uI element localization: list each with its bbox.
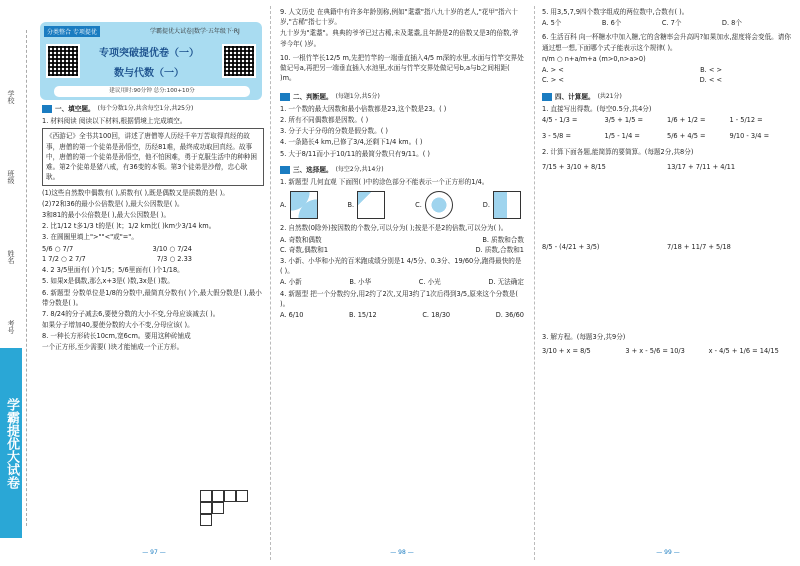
question: 2. 比1/12 t多1/3 t的是( )t；1/2 km比( )km少3/14 km。 [42,222,216,231]
exam-info: 建议用时:90分钟 总分:100+10分 [54,86,250,97]
calc-item: 5/6 + 4/5 = [667,132,706,141]
page-divider [534,6,535,560]
calc-item: 9/10 - 3/4 = [729,132,770,141]
shape-options [280,191,524,219]
page-title: 专项突破提优卷（一） [99,48,199,59]
tf-question: 4. 一条路长4 km,已修了3/4,还剩下1/4 km。( ) [280,138,423,147]
option-c: C. [415,191,456,219]
page-98 [272,0,532,566]
binding-strip [0,0,38,566]
page3-content [542,6,792,357]
section-fill-blank: 一、填空题。 (每个分数1分,共含每空1分,共25分) [42,104,264,114]
mc-question: 5. 用3,5,7,9四个数字组成的两位数中,合数有( )。 [542,8,689,16]
qr-code-icon [46,44,80,78]
section-marker-icon [280,93,290,101]
mc-choices: C. 奇数,偶数和1 D. 质数,合数和1 [280,245,524,254]
mc-choices: A. 奇数和偶数 B. 质数和合数 [280,235,524,244]
mc-choices: A. > < B. < > [542,66,722,75]
page-divider [270,6,271,560]
mc-choices: A. 5个 B. 6个 C. 7个 D. 8个 [542,19,742,28]
expression: n/m ○ n+a/m+a (m>0,n>a>0) [542,54,646,63]
simplify-grid [542,162,792,252]
mc-question: 2. 自然数(0除外)按因数的个数分,可以分为( );按是不是2的倍数,可以分为( )。 [280,224,508,233]
compare-row [42,244,192,254]
tf-question: 1. 一个数的最大因数和最小倍数都是23,这个数是23。( ) [280,104,447,113]
equation: 3 + x - 5/6 = 10/3 [625,347,685,356]
question: 3. 在圆圈里填上">""<"或"="。 [42,233,138,242]
binding-label-school: 学校 [7,90,15,104]
calc-item: 7/18 + 11/7 + 5/18 [667,242,731,251]
shape-d-icon [493,191,521,219]
compare-item: 3/10 ○ 7/24 [152,244,192,253]
mc-choices: A. 小新 B. 小华 C. 小光 D. 无法确定 [280,278,524,287]
compare-item: 7/3 ○ 2.33 [156,254,192,263]
section-marker-icon [280,166,290,174]
calc-item: 8/5 - (4/21 + 3/5) [542,242,600,251]
mc-question: 4. 新题型 把一个分数约分,用2约了2次,又用3约了1次后得到3/5,原来这个分数是( )。 [280,289,518,308]
question: (2)72和36的最小公倍数是( ),最大公因数是( )。 [42,199,184,208]
question: 10. 一根竹竿长12/5 m,先把竹竿的一端垂直插入4/5 m深的水里,水面与竹竿交界处做记号a,再把另一端垂直插入水池里,水面与竹竿交界处做记号b,a与b之间相距( )m。 [280,53,524,83]
equation: 3/10 + x = 8/5 [542,347,591,356]
calc-item: 1/5 - 1/4 = [604,132,640,141]
question: 9. 人文历史 在典籍中有许多年龄别称,例如"耄耋"指八九十岁的老人,"花甲"指六十岁,"古稀"指七十岁。 [280,8,518,27]
question: 4. 2 3/5里面有( )个1/5；5/6里面有( )个1/18。 [42,266,184,275]
mc-question: 1. 新题型 几何直观 下面图( )中的涂色部分不能表示一个正方形的1/4。 [280,178,489,187]
shape-b-icon [357,191,385,219]
reading-passage: 《西游记》全书共100回，讲述了唐僧等人历经千辛万苦取得真经的故事，唐僧的第一个徒弟是孙悟空，历经81难，最终成功取回真经。故事中，唐僧的第一个徒弟是孙悟空，他不怕困难，勇于克服生活中的种种困难。第2个徒弟是猪八戒，有36变的本领。第3个徒弟是沙僧，忠心耿耿。 [42,128,264,185]
mc-choices: C. > < D. < < [542,76,722,85]
page-subtitle: 数与代数（一） [114,68,184,79]
page-number: — 98 — [390,549,414,556]
compare-item: 5/6 ○ 7/7 [42,244,74,253]
compare-item: 1 7/2 ○ 2 7/7 [42,254,86,263]
question: 3和81的最小公倍数是( ),最大公因数是( )。 [42,210,171,219]
cut-line [26,30,27,526]
section-calculation: 四、计算题。 (共21分) [542,92,792,102]
question: 7. 8/24的分子减去6,要使分数的大小不变,分母应该减去( )。 [42,309,220,318]
calc-item: 1/6 + 1/2 = [667,115,706,124]
header-subject: 学霸提优大试卷|数学·五年级下·RJ [150,28,240,35]
calc-question: 1. 直接写出得数。(每空0.5分,共4分) [542,104,652,113]
mc-choices: A. 6/10 B. 15/12 C. 18/30 D. 36/60 [280,311,524,320]
question: (1)这些自然数中偶数有( ),质数有( ),既是偶数又是质数的是( )。 [42,188,229,197]
equation: x - 4/5 + 1/6 = 14/15 [708,347,779,356]
qr-code-icon [222,44,256,78]
option-d: D. [483,191,524,219]
section-true-false: 二、判断题。 (每题1分,共5分) [280,92,524,102]
shape-a-icon [290,191,318,219]
binding-label-id: 考号 [7,320,15,334]
direct-calc-grid [542,115,792,141]
section-marker-icon [542,93,552,101]
calc-item: 13/17 + 7/11 + 4/11 [667,162,736,171]
question: 8. 一种长方形砖长10cm,宽6cm。要用这种砖铺成一个正方形,至少需要( )块才能铺成一个正方形。 [42,332,191,351]
binding-label-name: 姓名 [7,250,15,264]
calc-item: 3 - 5/8 = [542,132,571,141]
question: 如果分子增加40,要使分数的大小不变,分母应该( )。 [42,321,194,330]
calc-question: 3. 解方程。(每题3分,共9分) [542,333,626,342]
header-tag: 分类整合 专项提优 [44,26,100,37]
compare-row [42,254,192,264]
calc-item: 3/5 + 1/5 = [604,115,644,124]
page-97 [0,0,268,566]
section-marker-icon [42,105,52,113]
tf-question: 3. 分子大于分母的分数是假分数。( ) [280,127,388,136]
calc-item: 1 - 5/12 = [729,115,763,124]
equation-grid [542,346,792,356]
tf-question: 5. 大于8/11而小于10/11的最简分数只有9/11。( ) [280,149,430,158]
option-a: A. [280,191,321,219]
question: 1. 材料阅读 阅读以下材料,根据情境上完成填空。 [42,117,187,126]
page2-content [280,6,524,320]
binding-label-class: 班级 [7,170,15,184]
brand-logo: 学霸提优大试卷 [0,348,22,538]
section-multiple-choice: 三、选择题。 (每空2分,共14分) [280,165,524,175]
question: 6. 新题型 分数单位是1/8的分数中,最简真分数有( )个,最大假分数是( ),最小带分数是( )。 [42,288,262,307]
calc-item: 7/15 + 3/10 + 8/15 [542,162,606,171]
mc-question: 6. 生活百科 向一杯糖水中加入糖,它的含糖率会升高吗?如果加水,甜度将会变低。请你通过想一想,下面哪个式子能表示这个规律( )。 [542,33,791,52]
page-number: — 99 — [656,549,680,556]
page1-content [42,102,264,353]
option-b: B. [347,191,388,219]
calc-item: 4/5 - 1/3 = [542,115,578,124]
question: 5. 如果x是偶数,那么x+3是( )数,3x是( )数。 [42,277,174,286]
mc-question: 3. 小新、小华和小光的百米跑成绩分别是1 4/5分、0.3分、19/60分,跑得最快的是( )。 [280,256,522,276]
shape-c-icon [425,191,453,219]
tf-question: 2. 所有不同偶数都是因数。( ) [280,115,369,124]
page-99 [536,0,800,566]
question: 九十岁为"耄耋"。典典的爷爷已过古稀,未及耄耋,且年龄是2的倍数又是3的倍数,爷爷今年( )岁。 [280,29,519,48]
calc-question: 2. 计算下面各题,能简算的要简算。(每题2分,共8分) [542,148,694,157]
page-number: — 97 — [142,549,166,556]
